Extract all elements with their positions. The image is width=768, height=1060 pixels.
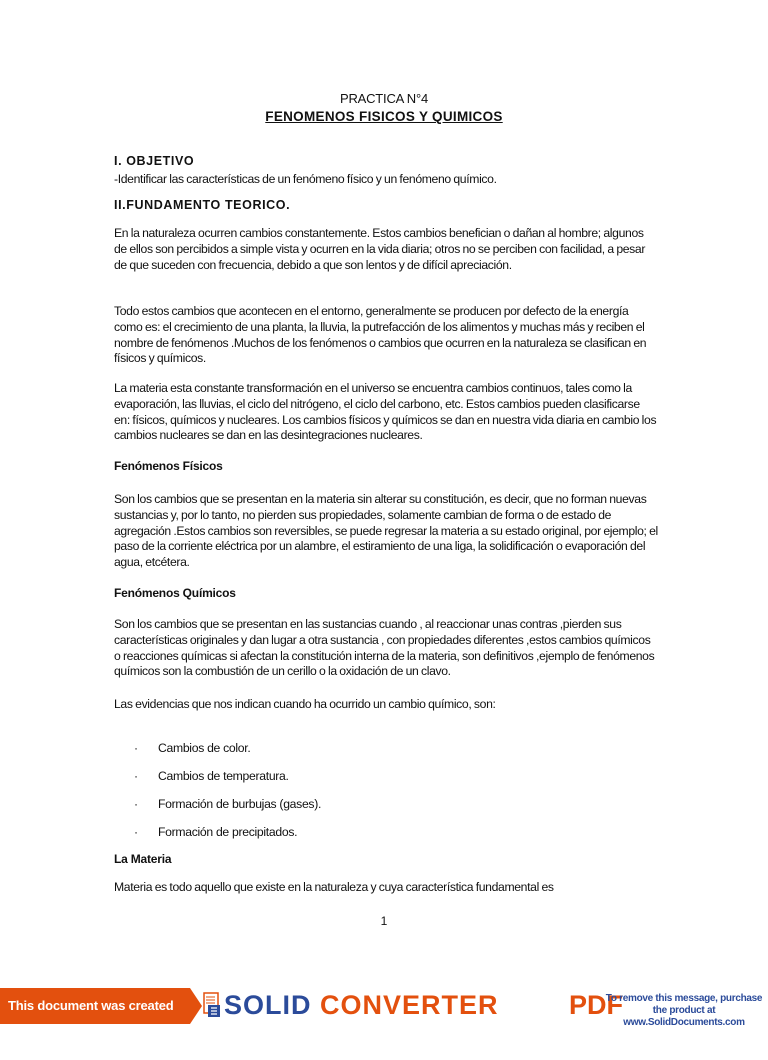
- brand-pdf: PDF: [569, 990, 623, 1020]
- quimicos-heading: Fenómenos Químicos: [114, 586, 236, 600]
- list-item: [134, 741, 250, 755]
- materia-text: Materia es todo aquello que existe en la naturaleza y cuya característica fundamental es: [114, 880, 554, 894]
- brand-converter: CONVERTER: [320, 990, 499, 1020]
- bullet-icon: ·: [134, 797, 138, 811]
- list-item: [134, 825, 297, 839]
- objective-heading: I. OBJETIVO: [114, 154, 195, 168]
- bullet-icon: ·: [134, 741, 138, 755]
- paragraph-2: Todo estos cambios que acontecen en el entorno, generalmente se producen por defecto de la energía como es: el crecimiento de una planta, la lluvia, la putrefacción de los alimentos y muchas más y reciben el nombre de fenómenos .Muchos de los fenómenos o cambios que ocurren en la naturaleza se clasifican en físicos y químicos.: [114, 304, 647, 366]
- brand-name: [224, 990, 499, 1020]
- paragraph-1: En la naturaleza ocurren cambios constantemente. Estos cambios benefician o dañan al hombre; algunos de ellos son percibidos a simple vista y ocurren en la vida diaria; otros no se perciben con facilidad, a pesar de que suceden con frecuencia, debido a que son lentos y de difícil apreciación.: [114, 226, 646, 272]
- banner-arrow-icon: [190, 988, 202, 1024]
- materia-heading: La Materia: [114, 852, 172, 866]
- document-logo-icon: [203, 992, 221, 1018]
- document-title: FENOMENOS FISICOS Y QUIMICOS: [265, 109, 503, 124]
- bullet-icon: ·: [134, 825, 138, 839]
- list-item-label: Formación de precipitados.: [158, 825, 298, 839]
- objective-text: -Identificar las características de un fenómeno físico y un fenómeno químico.: [114, 172, 497, 186]
- list-item-label: Cambios de color.: [158, 741, 251, 755]
- banner-created-using: This document was created using: [0, 988, 190, 1024]
- bullet-icon: ·: [134, 769, 138, 783]
- list-item-label: Formación de burbujas (gases).: [158, 797, 322, 811]
- paragraph-3: La materia esta constante transformación en el universo se encuentra cambios continuos, tales como la evaporación, las lluvias, el ciclo del nitrógeno, el ciclo del carbono, etc. Estos cambios pueden clasificarse en: físicos, químicos y nucleares. Los cambios físicos y químicos se dan en nuestra vida diaria en cambio los cambios nucleares se dan en las desintegraciones nucleares.: [114, 381, 657, 443]
- list-item: [134, 769, 289, 783]
- purchase-notice-link[interactable]: To remove this message, purchase the product at www.SolidDocuments.com: [605, 993, 763, 1028]
- brand-solid: SOLID: [224, 990, 312, 1020]
- evidencias-intro: Las evidencias que nos indican cuando ha ocurrido un cambio químico, son:: [114, 697, 496, 711]
- practice-label: PRACTICA N°4: [339, 91, 429, 106]
- fisicos-text: Son los cambios que se presentan en la materia sin alterar su constitución, es decir, que no forman nuevas sustancias y, por lo tanto, no pierden sus propiedades, solamente cambian de forma o de estado de agregación .Estos cambios son reversibles, se puede regresar la materia a su estado original, por ejemplo; el paso de la corriente eléctrica por un alambre, el estiramiento de una liga, la solidificación o evaporación del agua, etcétera.: [114, 492, 658, 570]
- fisicos-heading: Fenómenos Físicos: [114, 459, 223, 473]
- page-number: 1: [380, 914, 388, 928]
- converter-banner[interactable]: [0, 988, 768, 1049]
- list-item-label: Cambios de temperatura.: [158, 769, 289, 783]
- list-item: [134, 797, 321, 811]
- quimicos-text: Son los cambios que se presentan en las sustancias cuando , al reaccionar unas contras ,pierden sus características originales y dan lugar a otra sustancia , con propiedades diferentes ,estos cambios químicos o reacciones químicas si afectan la constitución interna de la materia, son definitivos ,ejemplo de fenómenos químicos son la combustión de un cerillo o la oxidación de un clavo.: [114, 617, 655, 679]
- fundamento-heading: II.FUNDAMENTO TEORICO.: [114, 198, 291, 212]
